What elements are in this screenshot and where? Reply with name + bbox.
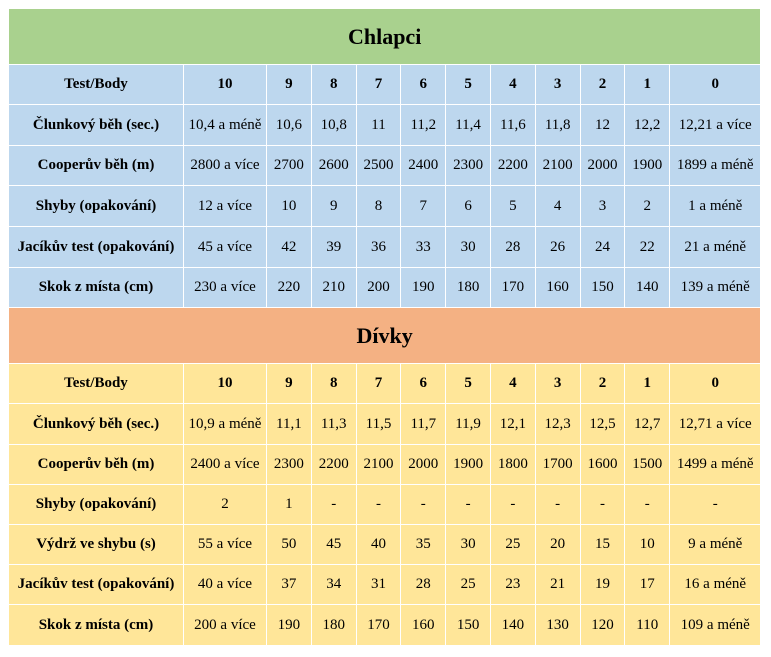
- score-cell: 19: [580, 565, 625, 605]
- score-cell: 1899 a méně: [670, 146, 761, 186]
- score-cell: 2: [625, 186, 670, 227]
- test-name: Jacíkův test (opakování): [9, 565, 184, 605]
- header-points: 10: [184, 65, 267, 105]
- score-cell: 40 a více: [184, 565, 267, 605]
- test-name: Člunkový běh (sec.): [9, 105, 184, 146]
- score-cell: 170: [356, 605, 401, 646]
- table-row: [9, 485, 761, 525]
- table-row: [9, 146, 761, 186]
- score-cell: -: [670, 485, 761, 525]
- score-cell: 12,3: [535, 404, 580, 445]
- score-cell: 1: [267, 485, 312, 525]
- header-label: Test/Body: [9, 65, 184, 105]
- header-points: 4: [490, 364, 535, 404]
- test-name: Člunkový běh (sec.): [9, 404, 184, 445]
- score-cell: -: [311, 485, 356, 525]
- score-cell: 10: [625, 525, 670, 565]
- test-name: Shyby (opakování): [9, 186, 184, 227]
- score-cell: 11,4: [446, 105, 491, 146]
- header-row: [9, 364, 761, 404]
- score-cell: 220: [267, 268, 312, 308]
- score-cell: 10,8: [311, 105, 356, 146]
- score-cell: 36: [356, 227, 401, 268]
- header-points: 2: [580, 65, 625, 105]
- score-cell: 210: [311, 268, 356, 308]
- score-cell: 11,8: [535, 105, 580, 146]
- score-cell: 2500: [356, 146, 401, 186]
- header-points: 0: [670, 364, 761, 404]
- score-cell: -: [490, 485, 535, 525]
- score-cell: 170: [490, 268, 535, 308]
- score-cell: 12,2: [625, 105, 670, 146]
- score-cell: 1500: [625, 445, 670, 485]
- score-cell: 230 a více: [184, 268, 267, 308]
- score-cell: 25: [490, 525, 535, 565]
- score-cell: 10,4 a méně: [184, 105, 267, 146]
- test-name: Výdrž ve shybu (s): [9, 525, 184, 565]
- score-cell: 55 a více: [184, 525, 267, 565]
- header-points: 6: [401, 65, 446, 105]
- test-name: Jacíkův test (opakování): [9, 227, 184, 268]
- header-points: 5: [446, 65, 491, 105]
- header-points: 6: [401, 364, 446, 404]
- score-cell: 33: [401, 227, 446, 268]
- header-points: 9: [267, 65, 312, 105]
- score-cell: 10,9 a méně: [184, 404, 267, 445]
- score-cell: 120: [580, 605, 625, 646]
- score-cell: 2: [184, 485, 267, 525]
- header-points: 2: [580, 364, 625, 404]
- header-points: 9: [267, 364, 312, 404]
- score-cell: 28: [401, 565, 446, 605]
- score-cell: 2000: [401, 445, 446, 485]
- score-cell: 2300: [446, 146, 491, 186]
- score-cell: 139 a méně: [670, 268, 761, 308]
- score-cell: 11,9: [446, 404, 491, 445]
- score-cell: 2400: [401, 146, 446, 186]
- score-cell: 8: [356, 186, 401, 227]
- score-cell: -: [580, 485, 625, 525]
- score-cell: 150: [446, 605, 491, 646]
- score-cell: 11,1: [267, 404, 312, 445]
- score-cell: 2400 a více: [184, 445, 267, 485]
- score-cell: 10: [267, 186, 312, 227]
- header-points: 8: [311, 364, 356, 404]
- score-cell: 42: [267, 227, 312, 268]
- header-points: 5: [446, 364, 491, 404]
- score-cell: 2000: [580, 146, 625, 186]
- score-cell: 23: [490, 565, 535, 605]
- table-row: [9, 525, 761, 565]
- test-name: Skok z místa (cm): [9, 605, 184, 646]
- score-cell: 190: [267, 605, 312, 646]
- score-cell: 2200: [490, 146, 535, 186]
- test-name: Cooperův běh (m): [9, 146, 184, 186]
- score-cell: 190: [401, 268, 446, 308]
- table-row: [9, 268, 761, 308]
- test-name: Shyby (opakování): [9, 485, 184, 525]
- score-cell: 140: [490, 605, 535, 646]
- section-title-row: [9, 308, 761, 364]
- header-points: 1: [625, 65, 670, 105]
- score-cell: -: [446, 485, 491, 525]
- score-cell: 28: [490, 227, 535, 268]
- score-cell: 160: [535, 268, 580, 308]
- table-row: [9, 404, 761, 445]
- score-cell: 11,3: [311, 404, 356, 445]
- score-cell: 12,21 a více: [670, 105, 761, 146]
- header-points: 0: [670, 65, 761, 105]
- score-cell: 150: [580, 268, 625, 308]
- table-row: [9, 565, 761, 605]
- score-cell: 140: [625, 268, 670, 308]
- score-cell: 35: [401, 525, 446, 565]
- score-cell: 30: [446, 525, 491, 565]
- header-points: 10: [184, 364, 267, 404]
- score-cell: 1900: [625, 146, 670, 186]
- score-cell: 17: [625, 565, 670, 605]
- table-row: [9, 186, 761, 227]
- score-cell: 40: [356, 525, 401, 565]
- score-cell: 20: [535, 525, 580, 565]
- score-cell: 1700: [535, 445, 580, 485]
- header-label: Test/Body: [9, 364, 184, 404]
- score-cell: 11,7: [401, 404, 446, 445]
- score-cell: 2700: [267, 146, 312, 186]
- header-points: 7: [356, 65, 401, 105]
- score-cell: 4: [535, 186, 580, 227]
- score-cell: 2800 a více: [184, 146, 267, 186]
- score-cell: 1900: [446, 445, 491, 485]
- score-table-body: [9, 9, 761, 646]
- score-cell: 1 a méně: [670, 186, 761, 227]
- header-points: 3: [535, 364, 580, 404]
- score-cell: 10,6: [267, 105, 312, 146]
- score-cell: -: [401, 485, 446, 525]
- table-row: [9, 605, 761, 646]
- table-row: [9, 227, 761, 268]
- score-cell: 2200: [311, 445, 356, 485]
- score-cell: -: [356, 485, 401, 525]
- section-title: Chlapci: [9, 9, 761, 65]
- score-cell: 1800: [490, 445, 535, 485]
- header-points: 7: [356, 364, 401, 404]
- score-cell: 109 a méně: [670, 605, 761, 646]
- score-cell: 9: [311, 186, 356, 227]
- score-cell: 12,1: [490, 404, 535, 445]
- score-cell: 110: [625, 605, 670, 646]
- score-cell: -: [625, 485, 670, 525]
- score-cell: 130: [535, 605, 580, 646]
- score-cell: -: [535, 485, 580, 525]
- score-cell: 21 a méně: [670, 227, 761, 268]
- header-points: 1: [625, 364, 670, 404]
- table-row: [9, 105, 761, 146]
- section-title-row: [9, 9, 761, 65]
- score-cell: 2300: [267, 445, 312, 485]
- score-cell: 11,5: [356, 404, 401, 445]
- score-cell: 12: [580, 105, 625, 146]
- score-cell: 21: [535, 565, 580, 605]
- score-cell: 200 a více: [184, 605, 267, 646]
- table-row: [9, 445, 761, 485]
- score-cell: 2100: [356, 445, 401, 485]
- test-name: Skok z místa (cm): [9, 268, 184, 308]
- score-cell: 12,7: [625, 404, 670, 445]
- test-name: Cooperův běh (m): [9, 445, 184, 485]
- score-cell: 5: [490, 186, 535, 227]
- score-cell: 31: [356, 565, 401, 605]
- score-cell: 9 a méně: [670, 525, 761, 565]
- score-cell: 15: [580, 525, 625, 565]
- score-cell: 6: [446, 186, 491, 227]
- score-cell: 12,71 a více: [670, 404, 761, 445]
- score-cell: 2600: [311, 146, 356, 186]
- score-cell: 22: [625, 227, 670, 268]
- score-cell: 50: [267, 525, 312, 565]
- score-cell: 25: [446, 565, 491, 605]
- score-cell: 180: [311, 605, 356, 646]
- section-title: Dívky: [9, 308, 761, 364]
- score-cell: 2100: [535, 146, 580, 186]
- score-cell: 26: [535, 227, 580, 268]
- score-cell: 1600: [580, 445, 625, 485]
- score-cell: 45 a více: [184, 227, 267, 268]
- score-cell: 3: [580, 186, 625, 227]
- score-cell: 11,2: [401, 105, 446, 146]
- score-cell: 12 a více: [184, 186, 267, 227]
- score-cell: 30: [446, 227, 491, 268]
- header-points: 4: [490, 65, 535, 105]
- score-cell: 12,5: [580, 404, 625, 445]
- header-points: 8: [311, 65, 356, 105]
- score-table: [8, 8, 761, 646]
- score-cell: 34: [311, 565, 356, 605]
- score-cell: 1499 a méně: [670, 445, 761, 485]
- score-cell: 39: [311, 227, 356, 268]
- score-cell: 24: [580, 227, 625, 268]
- score-cell: 11,6: [490, 105, 535, 146]
- score-cell: 37: [267, 565, 312, 605]
- score-cell: 160: [401, 605, 446, 646]
- score-cell: 16 a méně: [670, 565, 761, 605]
- score-cell: 200: [356, 268, 401, 308]
- header-points: 3: [535, 65, 580, 105]
- score-cell: 180: [446, 268, 491, 308]
- score-cell: 11: [356, 105, 401, 146]
- score-cell: 7: [401, 186, 446, 227]
- score-cell: 45: [311, 525, 356, 565]
- header-row: [9, 65, 761, 105]
